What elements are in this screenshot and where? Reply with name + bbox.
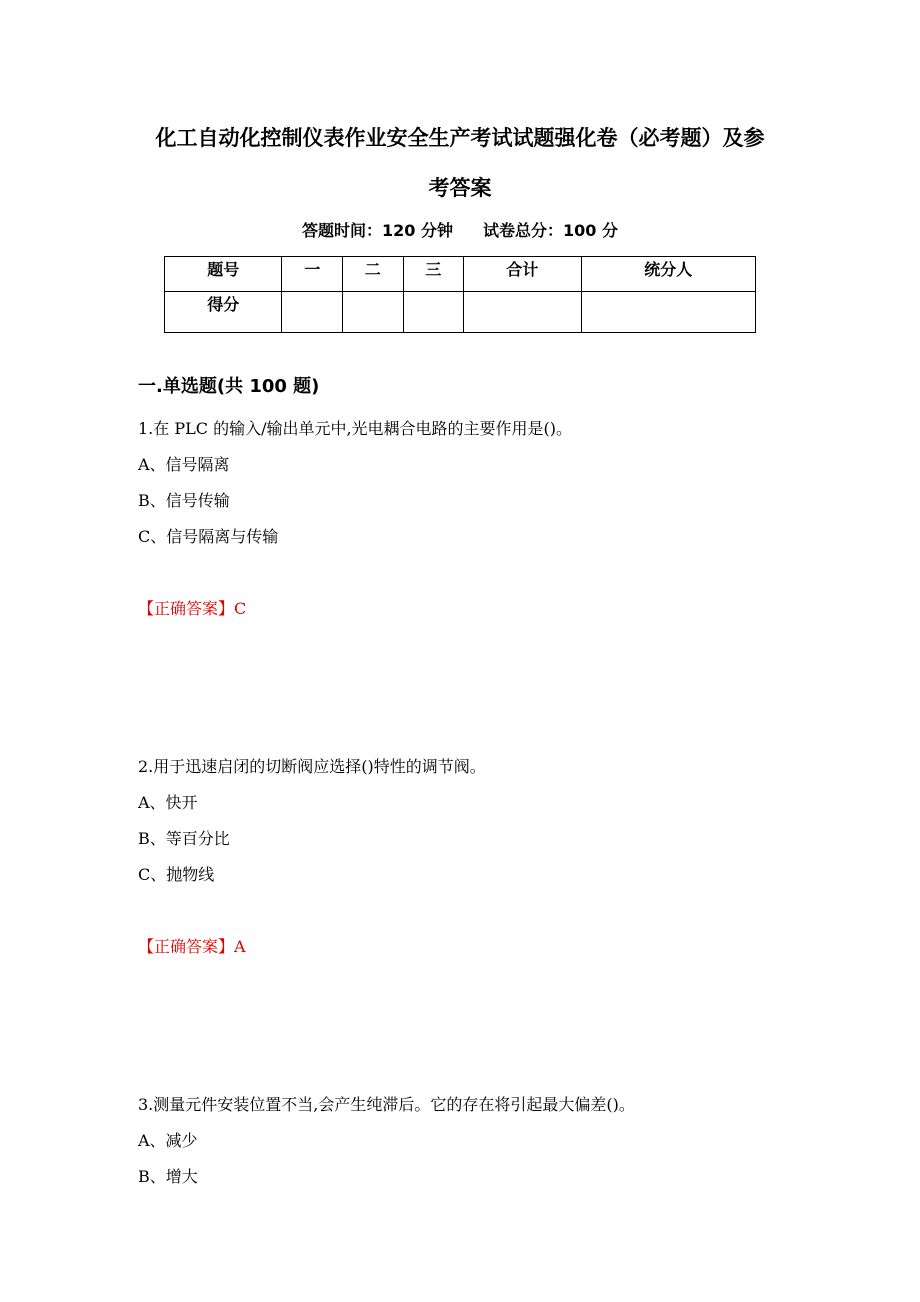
score-table-empty-cell [464,292,581,333]
document-title-line-2: 考答案 [428,176,492,200]
question-option: B、信号传输 [138,491,230,510]
question-option: B、等百分比 [138,829,230,848]
question-option: C、抛物线 [138,865,215,884]
correct-answer: 【正确答案】C [138,599,247,618]
section-title: 一.单选题(共 100 题) [138,376,320,397]
score-table-empty-cell [581,292,755,333]
score-table-header-row [165,257,756,292]
question-text: 1.在 PLC 的输入/输出单元中,光电耦合电路的主要作用是()。 [138,419,573,438]
question-option: B、增大 [138,1167,198,1186]
question-option: C、信号隔离与传输 [138,527,279,546]
question-text: 3.测量元件安装位置不当,会产生纯滞后。它的存在将引起最大偏差()。 [138,1095,635,1114]
score-table-score-row [165,292,756,333]
score-table-empty-cell [403,292,464,333]
question-option: A、快开 [138,793,198,812]
score-table-header-cell: 二 [343,257,404,292]
score-table-header-cell: 一 [282,257,343,292]
score-table-header-cell: 合计 [464,257,581,292]
score-table-header-cell: 题号 [165,257,282,292]
question-option: A、信号隔离 [138,455,230,474]
score-table-header-cell: 三 [403,257,464,292]
exam-total-score: 试卷总分：100 分 [483,221,618,240]
exam-meta [130,218,790,241]
score-table [164,256,756,333]
score-table-empty-cell [343,292,404,333]
document-title-line-1: 化工自动化控制仪表作业安全生产考试试题强化卷（必考题）及参 [155,126,765,150]
question-text: 2.用于迅速启闭的切断阀应选择()特性的调节阀。 [138,757,486,776]
exam-time: 答题时间：120 分钟 [302,221,453,240]
question-option: A、减少 [138,1131,198,1150]
score-table-row-label: 得分 [165,292,282,333]
score-table-header-cell: 统分人 [581,257,755,292]
correct-answer: 【正确答案】A [138,937,246,956]
score-table-empty-cell [282,292,343,333]
